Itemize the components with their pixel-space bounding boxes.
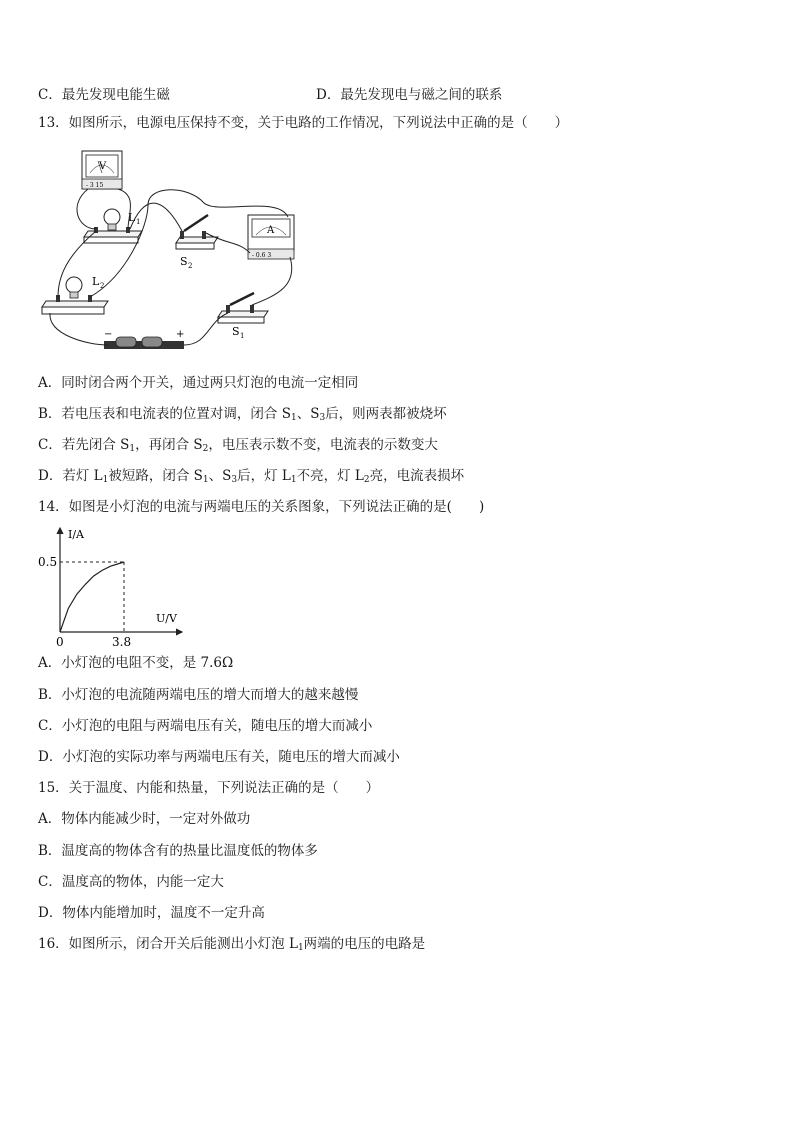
q15-option-d: D．物体内能增加时，温度不一定升高 — [38, 905, 265, 921]
lamp-l2 — [42, 275, 108, 314]
q14-option-a: A．小灯泡的电阻不变，是 7.6Ω — [38, 655, 234, 671]
battery — [104, 329, 184, 349]
y-axis-label: I/A — [68, 528, 84, 541]
iv-curve — [60, 562, 124, 632]
q13-option-d-text-5: 不亮，灯 L — [296, 468, 364, 484]
x-tick-label-origin: 0 — [56, 635, 64, 649]
q12-option-d: D．最先发现电与磁之间的联系 — [316, 87, 503, 103]
switch-s1 — [218, 293, 268, 340]
q13-option-d-text-4: 后，灯 L — [237, 468, 291, 484]
lamp-l1 — [84, 209, 142, 243]
q15-stem: 15．关于温度、内能和热量，下列说法正确的是（ ） — [38, 780, 380, 796]
q13-stem: 13．如图所示，电源电压保持不变，关于电路的工作情况，下列说法中正确的是（ ） — [38, 115, 569, 131]
q15-option-c: C．温度高的物体，内能一定大 — [38, 874, 224, 890]
q13-option-c-sub-1: 1 — [129, 444, 136, 454]
lamp-l2-sub: 2 — [100, 282, 105, 290]
q13-option-d-text-2: 被短路，闭合 S — [108, 468, 203, 484]
q16-stem-text-2: 两端的电压的电路是 — [303, 936, 426, 952]
q13-option-c-text-2: ，再闭合 S — [135, 437, 203, 453]
switch-s2-label: S — [180, 255, 188, 268]
q13-option-c-text-1: C．若先闭合 S — [38, 437, 130, 453]
switch-s2-sub: 2 — [188, 262, 193, 270]
q13-option-c — [38, 436, 438, 458]
q15-option-a: A．物体内能减少时，一定对外做功 — [38, 811, 251, 827]
q12-option-c: C．最先发现电能生磁 — [38, 87, 170, 103]
q13-option-d-text-6: 亮，电流表损坏 — [369, 468, 465, 484]
q13-option-c-text-3: ，电压表示数不变，电流表的示数变大 — [208, 437, 438, 453]
q14-iv-chart — [36, 524, 186, 650]
q15-option-b: B．温度高的物体含有的热量比温度低的物体多 — [38, 843, 318, 859]
ammeter — [248, 215, 294, 259]
q13-option-d — [38, 467, 464, 489]
switch-s1-sub: 1 — [240, 332, 245, 340]
q13-option-d-sub-1: 1 — [102, 475, 109, 485]
x-tick-label: 3.8 — [112, 635, 132, 649]
q13-option-b-text-3: 后，则两表都被烧坏 — [325, 406, 447, 422]
switch-s1-label: S — [232, 325, 240, 338]
q13-option-d-sub-5: 2 — [363, 475, 370, 485]
y-tick-label: 0.5 — [38, 555, 58, 569]
q13-option-d-sub-2: 1 — [202, 475, 209, 485]
ammeter-scale: - 0.6 3 — [252, 252, 272, 259]
q13-option-b-text-1: B．若电压表和电流表的位置对调，闭合 S — [38, 406, 291, 422]
x-axis-label: U/V — [156, 612, 177, 625]
q16-stem — [38, 935, 425, 957]
q13-option-d-sub-4: 1 — [290, 475, 297, 485]
lamp-l1-sub: 1 — [136, 218, 141, 226]
q14-option-c: C．小灯泡的电阻与两端电压有关，随电压的增大而减小 — [38, 718, 373, 734]
voltmeter-scale: - 3 15 — [86, 182, 104, 189]
q14-option-b: B．小灯泡的电流随两端电压的增大而增大的越来越慢 — [38, 687, 359, 703]
battery-plus: + — [176, 329, 185, 340]
battery-minus: − — [104, 329, 113, 340]
q13-option-b-sub-1: 1 — [290, 413, 297, 423]
switch-s2 — [176, 215, 218, 270]
lamp-l2-label: L — [92, 275, 100, 288]
q13-option-a: A．同时闭合两个开关，通过两只灯泡的电流一定相同 — [38, 375, 359, 391]
q13-option-d-sub-3: 3 — [231, 475, 238, 485]
q14-option-d: D．小灯泡的实际功率与两端电压有关，随电压的增大而减小 — [38, 749, 400, 765]
lamp-l1-label: L — [128, 211, 136, 224]
q13-option-d-text-1: D．若灯 L — [38, 468, 103, 484]
q13-option-b-text-2: 、S — [296, 406, 320, 422]
q13-circuit-figure — [38, 145, 308, 360]
ammeter-symbol: A — [267, 225, 275, 236]
voltmeter-symbol: V — [99, 161, 107, 172]
q13-option-b — [38, 405, 447, 427]
q13-option-d-text-3: 、S — [208, 468, 232, 484]
q13-option-b-sub-2: 3 — [319, 413, 326, 423]
voltmeter — [82, 151, 122, 189]
q16-stem-text-1: 16．如图所示，闭合开关后能测出小灯泡 L — [38, 936, 298, 952]
q16-stem-sub-1: 1 — [297, 943, 304, 953]
q13-option-c-sub-2: 2 — [202, 444, 209, 454]
q14-stem: 14．如图是小灯泡的电流与两端电压的关系图象，下列说法正确的是( ) — [38, 499, 485, 515]
